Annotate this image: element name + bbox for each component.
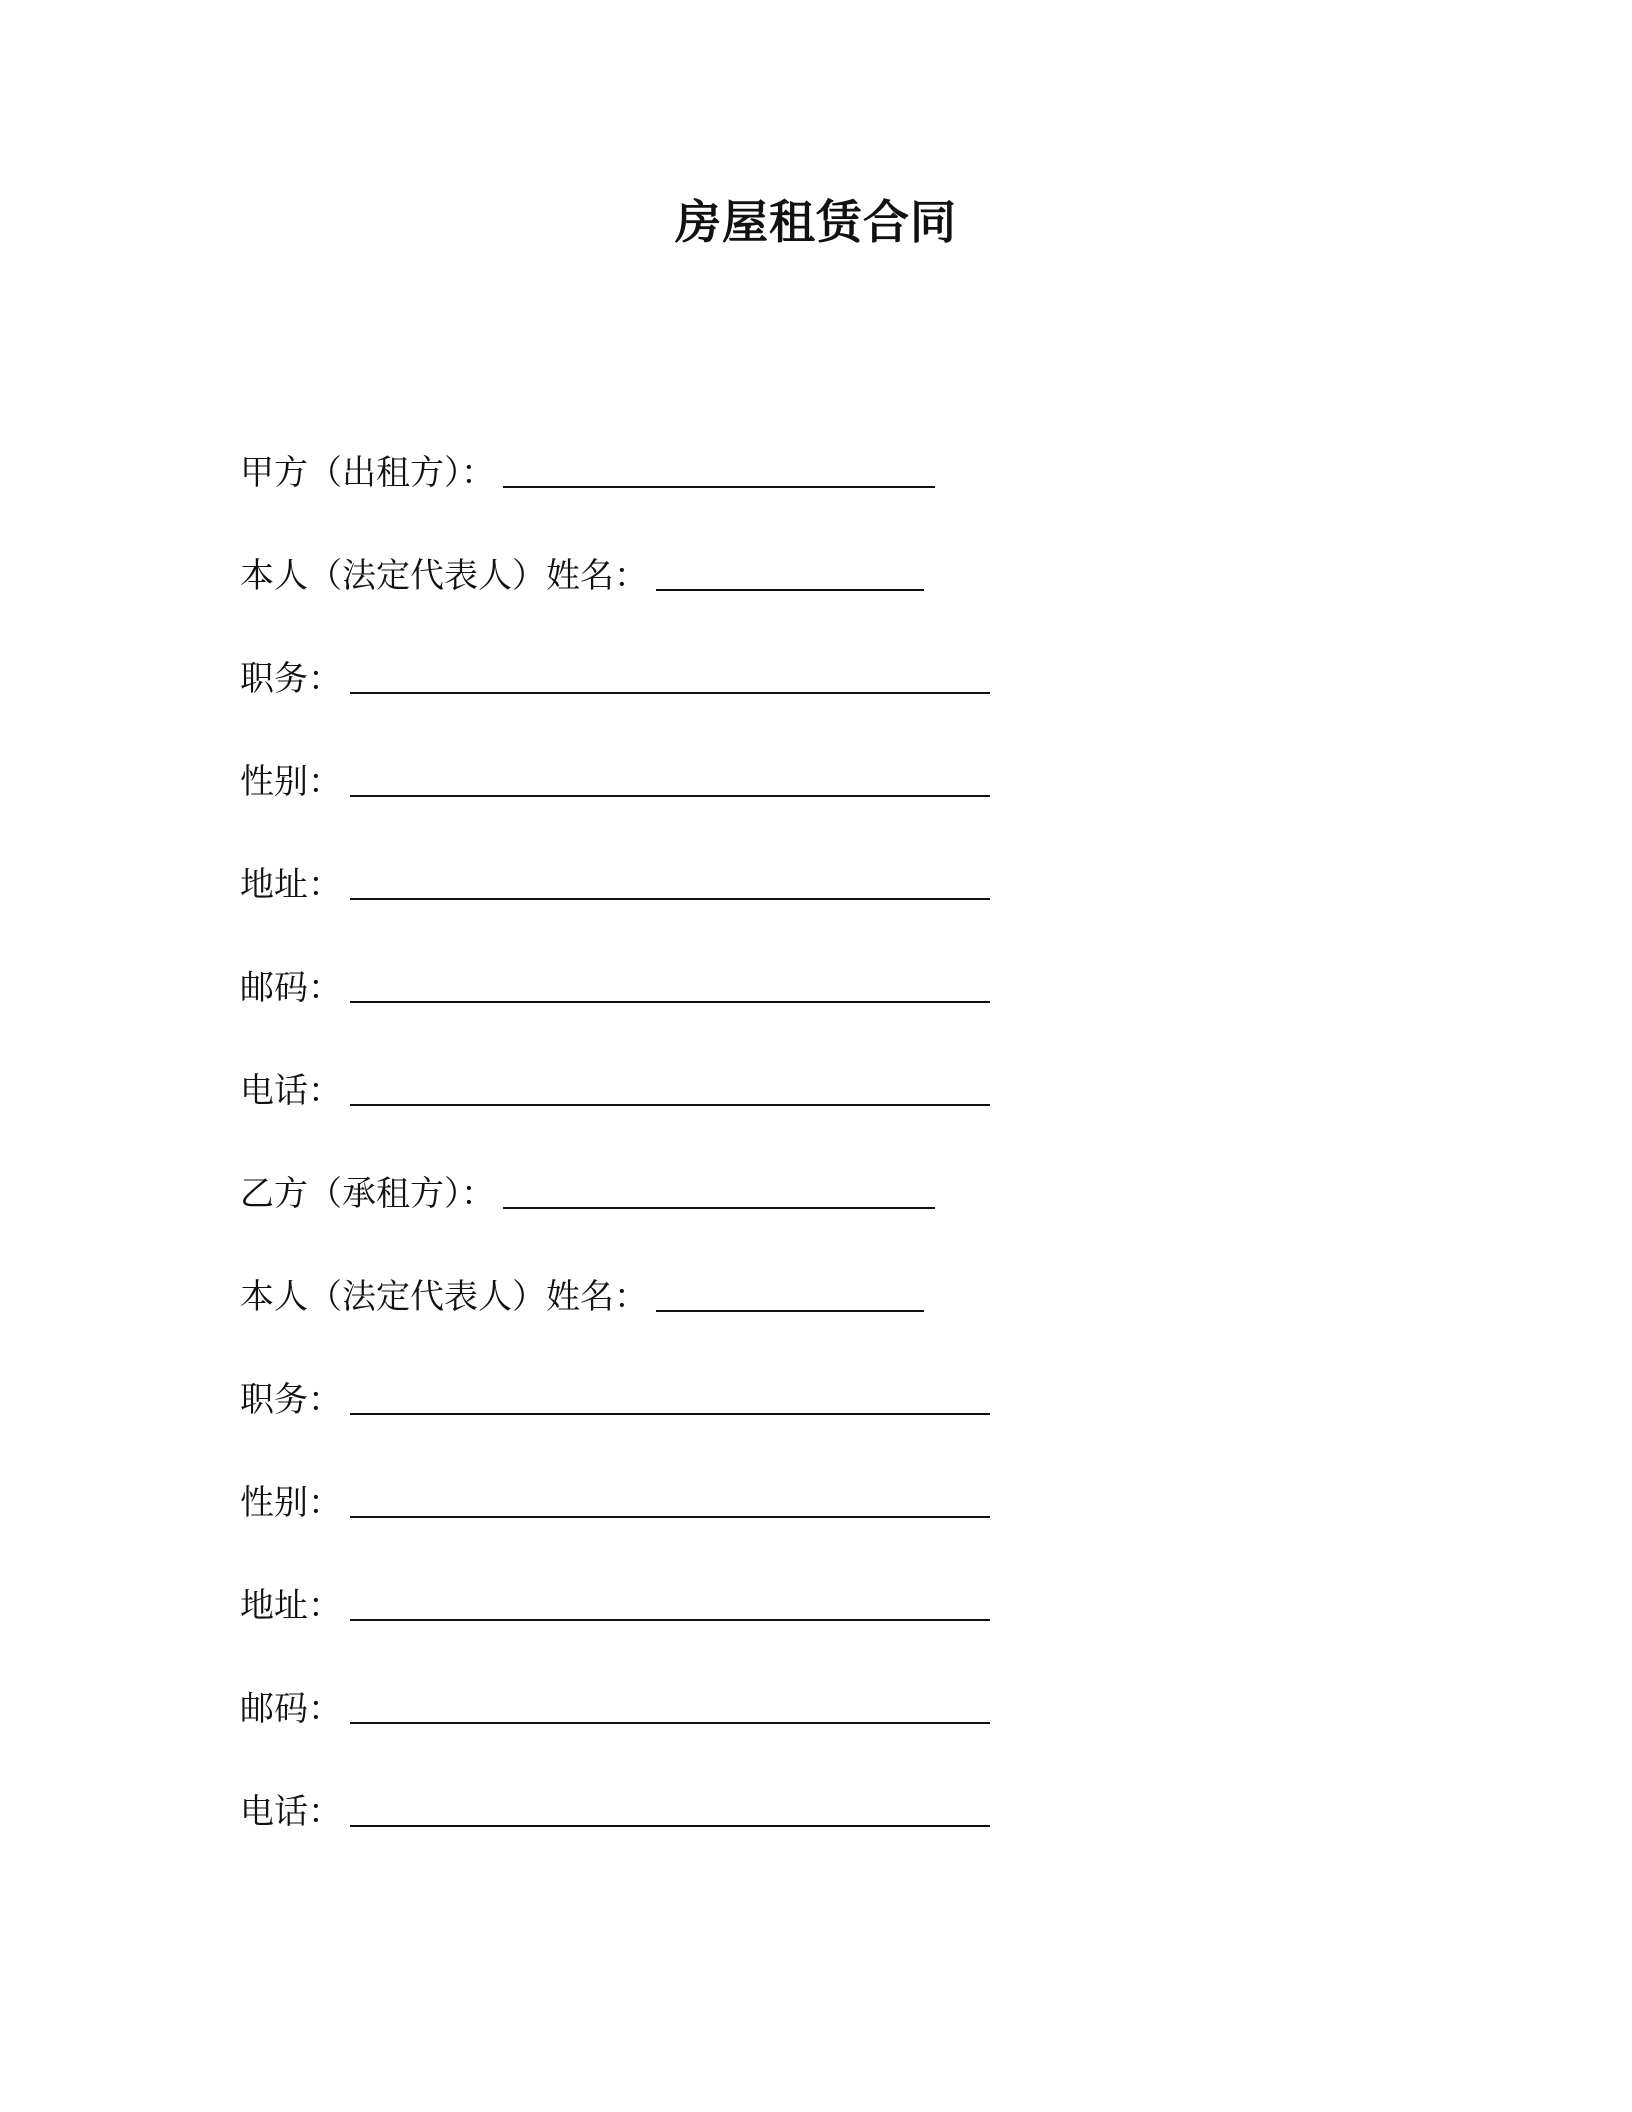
party-b-position-label: 职务：: [240, 1380, 342, 1420]
party-b-address-label: 地址：: [240, 1586, 342, 1626]
party-a-rep-name-blank[interactable]: [656, 551, 924, 591]
party-b-gender-label: 性别：: [240, 1483, 342, 1523]
party-b-rep-name-blank[interactable]: [656, 1272, 924, 1312]
party-a-postcode-field: [240, 963, 1400, 1066]
party-a-phone-field: [240, 1066, 1400, 1169]
party-a-position-label: 职务：: [240, 659, 342, 699]
party-b-postcode-blank[interactable]: [350, 1684, 990, 1724]
document-title: 房屋租赁合同: [675, 195, 957, 249]
party-a-phone-label: 电话：: [240, 1071, 342, 1111]
party-b-rep-name-field: [240, 1272, 1400, 1375]
party-a-address-blank[interactable]: [350, 860, 990, 900]
party-b-gender-blank[interactable]: [350, 1478, 990, 1518]
party-b-gender-field: [240, 1478, 1400, 1581]
party-a-gender-field: [240, 757, 1400, 860]
party-b-position-field: [240, 1375, 1400, 1478]
party-a-name-blank[interactable]: [503, 448, 935, 488]
party-a-heading-field: [240, 448, 1400, 551]
party-a-address-label: 地址：: [240, 865, 342, 905]
party-a-rep-name-field: [240, 551, 1400, 654]
party-a-phone-blank[interactable]: [350, 1066, 990, 1106]
party-b-phone-blank[interactable]: [350, 1787, 990, 1827]
party-b-rep-name-label: 本人（法定代表人）姓名：: [240, 1277, 648, 1317]
party-b-heading-label: 乙方（承租方）：: [240, 1174, 495, 1214]
party-a-heading-label: 甲方（出租方）：: [240, 453, 495, 493]
party-a-position-blank[interactable]: [350, 654, 990, 694]
party-a-gender-label: 性别：: [240, 762, 342, 802]
party-a-gender-blank[interactable]: [350, 757, 990, 797]
party-b-phone-label: 电话：: [240, 1792, 342, 1832]
party-a-address-field: [240, 860, 1400, 963]
party-a-position-field: [240, 654, 1400, 757]
party-b-phone-field: [240, 1787, 1400, 1890]
party-b-postcode-label: 邮码：: [240, 1689, 342, 1729]
party-a-rep-name-label: 本人（法定代表人）姓名：: [240, 556, 648, 596]
party-b-address-blank[interactable]: [350, 1581, 990, 1621]
party-b-address-field: [240, 1581, 1400, 1684]
party-a-postcode-label: 邮码：: [240, 968, 342, 1008]
party-a-postcode-blank[interactable]: [350, 963, 990, 1003]
party-fields: [240, 448, 1400, 1890]
party-b-postcode-field: [240, 1684, 1400, 1787]
party-b-heading-field: [240, 1169, 1400, 1272]
party-b-position-blank[interactable]: [350, 1375, 990, 1415]
party-b-name-blank[interactable]: [503, 1169, 935, 1209]
